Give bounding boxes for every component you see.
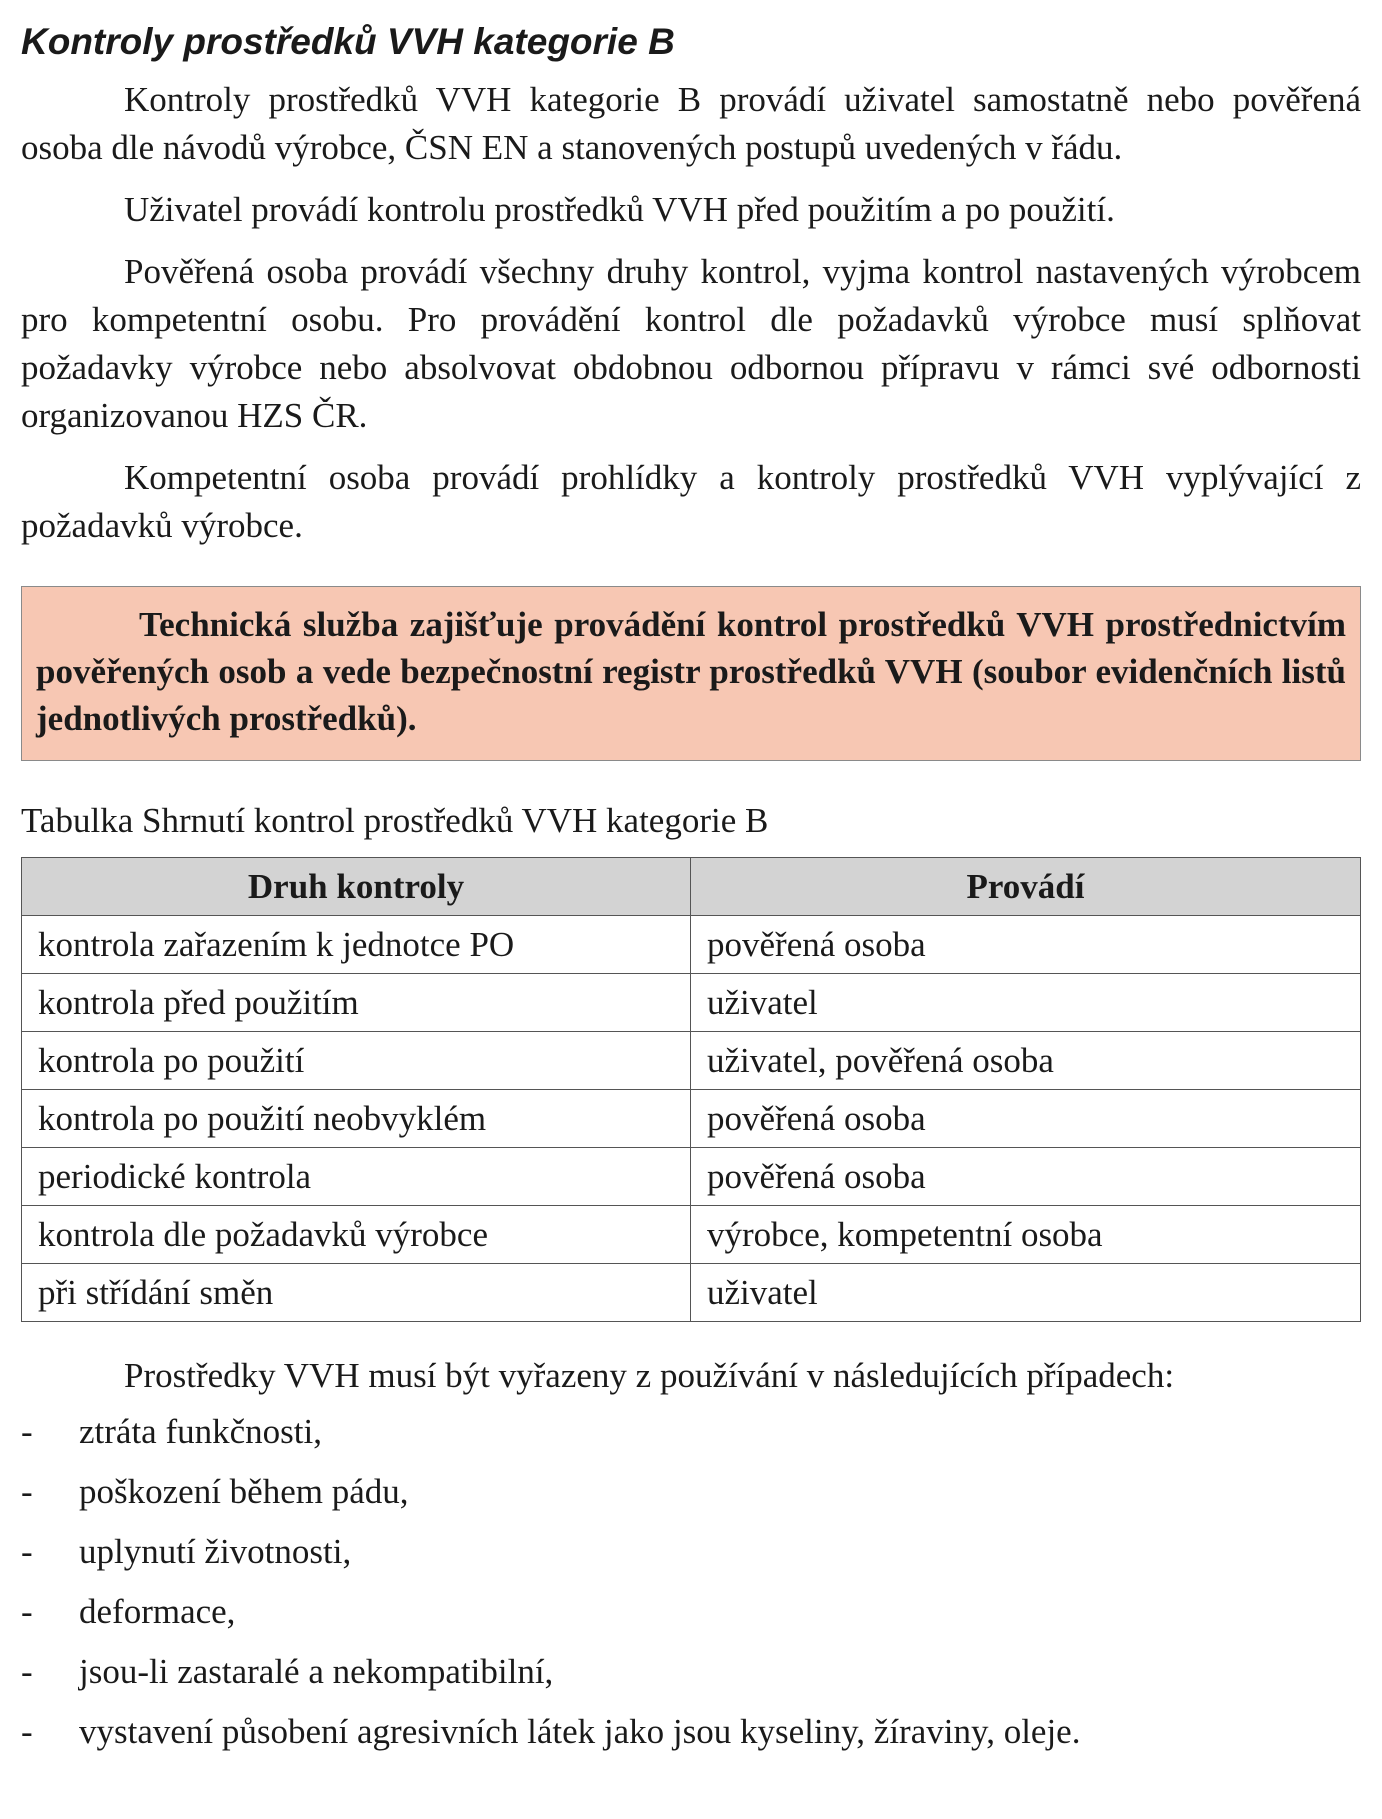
- document-page: [21, 0, 1361, 1768]
- cell-provadi: uživatel: [691, 974, 1361, 1032]
- cell-druh: kontrola před použitím: [22, 974, 691, 1032]
- cell-druh: kontrola po použití: [22, 1032, 691, 1090]
- list-item: [21, 1468, 1361, 1528]
- list-dash: -: [21, 1532, 33, 1571]
- cell-provadi: uživatel: [691, 1264, 1361, 1322]
- list-dash: -: [21, 1412, 33, 1451]
- table-row: [22, 974, 1361, 1032]
- list-intro: Prostředky VVH musí být vyřazeny z používání v následujících případech:: [124, 1356, 1175, 1395]
- list-item-text: poškození během pádu,: [79, 1472, 409, 1511]
- paragraph-1: Kontroly prostředků VVH kategorie B provádí uživatel samostatně nebo pověřená osoba dle návodů výrobce, ČSN EN a stanovených postupů uvedených v řádu.: [21, 80, 1361, 167]
- cell-provadi: pověřená osoba: [691, 1090, 1361, 1148]
- table-row: [22, 916, 1361, 974]
- paragraph-4: Kompetentní osoba provádí prohlídky a kontroly prostředků VVH vyplývající z požadavků výrobce.: [21, 458, 1361, 545]
- cell-provadi: pověřená osoba: [691, 916, 1361, 974]
- header-druh-kontroly: Druh kontroly: [22, 858, 691, 916]
- cell-druh: při střídání směn: [22, 1264, 691, 1322]
- controls-table: [21, 857, 1361, 1322]
- table-row: [22, 1032, 1361, 1090]
- list-dash: -: [21, 1592, 33, 1631]
- list-item: [21, 1588, 1361, 1648]
- list-dash: -: [21, 1472, 33, 1511]
- list-dash: -: [21, 1712, 33, 1751]
- cell-provadi: uživatel, pověřená osoba: [691, 1032, 1361, 1090]
- table-row: [22, 1148, 1361, 1206]
- withdrawal-list: [21, 1408, 1361, 1768]
- cell-druh: kontrola po použití neobvyklém: [22, 1090, 691, 1148]
- header-provadi: Provádí: [691, 858, 1361, 916]
- cell-druh: kontrola dle požadavků výrobce: [22, 1206, 691, 1264]
- list-item: [21, 1408, 1361, 1468]
- section-title: Kontroly prostředků VVH kategorie B: [21, 21, 675, 62]
- cell-provadi: pověřená osoba: [691, 1148, 1361, 1206]
- list-item-text: ztráta funkčnosti,: [79, 1412, 322, 1451]
- paragraph-2: Uživatel provádí kontrolu prostředků VVH před použitím a po použití.: [124, 190, 1115, 229]
- list-item: [21, 1648, 1361, 1708]
- list-item: [21, 1708, 1361, 1768]
- table-header-row: [22, 858, 1361, 916]
- table-caption: Tabulka Shrnutí kontrol prostředků VVH kategorie B: [21, 801, 769, 840]
- list-item: [21, 1528, 1361, 1588]
- list-dash: -: [21, 1652, 33, 1691]
- cell-provadi: výrobce, kompetentní osoba: [691, 1206, 1361, 1264]
- paragraph-3: Pověřená osoba provádí všechny druhy kontrol, vyjma kontrol nastavených výrobcem pro kompetentní osobu. Pro provádění kontrol dle požadavků výrobce musí splňovat požadavky výrobce nebo absolvovat obdobnou odbornou přípravu v rámci své odbornosti organizovanou HZS ČR.: [21, 252, 1361, 435]
- list-item-text: jsou-li zastaralé a nekompatibilní,: [79, 1652, 554, 1691]
- cell-druh: periodické kontrola: [22, 1148, 691, 1206]
- list-item-text: vystavení působení agresivních látek jako jsou kyseliny, žíraviny, oleje.: [79, 1712, 1081, 1751]
- highlight-box: Technická služba zajišťuje provádění kontrol prostředků VVH prostřednictvím pověřených osob a vede bezpečnostní registr prostředků VVH (soubor evidenčních listů jednotlivých prostředků).: [21, 586, 1361, 761]
- list-item-text: uplynutí životnosti,: [79, 1532, 352, 1571]
- list-item-text: deformace,: [79, 1592, 236, 1631]
- table-row: [22, 1206, 1361, 1264]
- table-row: [22, 1090, 1361, 1148]
- cell-druh: kontrola zařazením k jednotce PO: [22, 916, 691, 974]
- table-row: [22, 1264, 1361, 1322]
